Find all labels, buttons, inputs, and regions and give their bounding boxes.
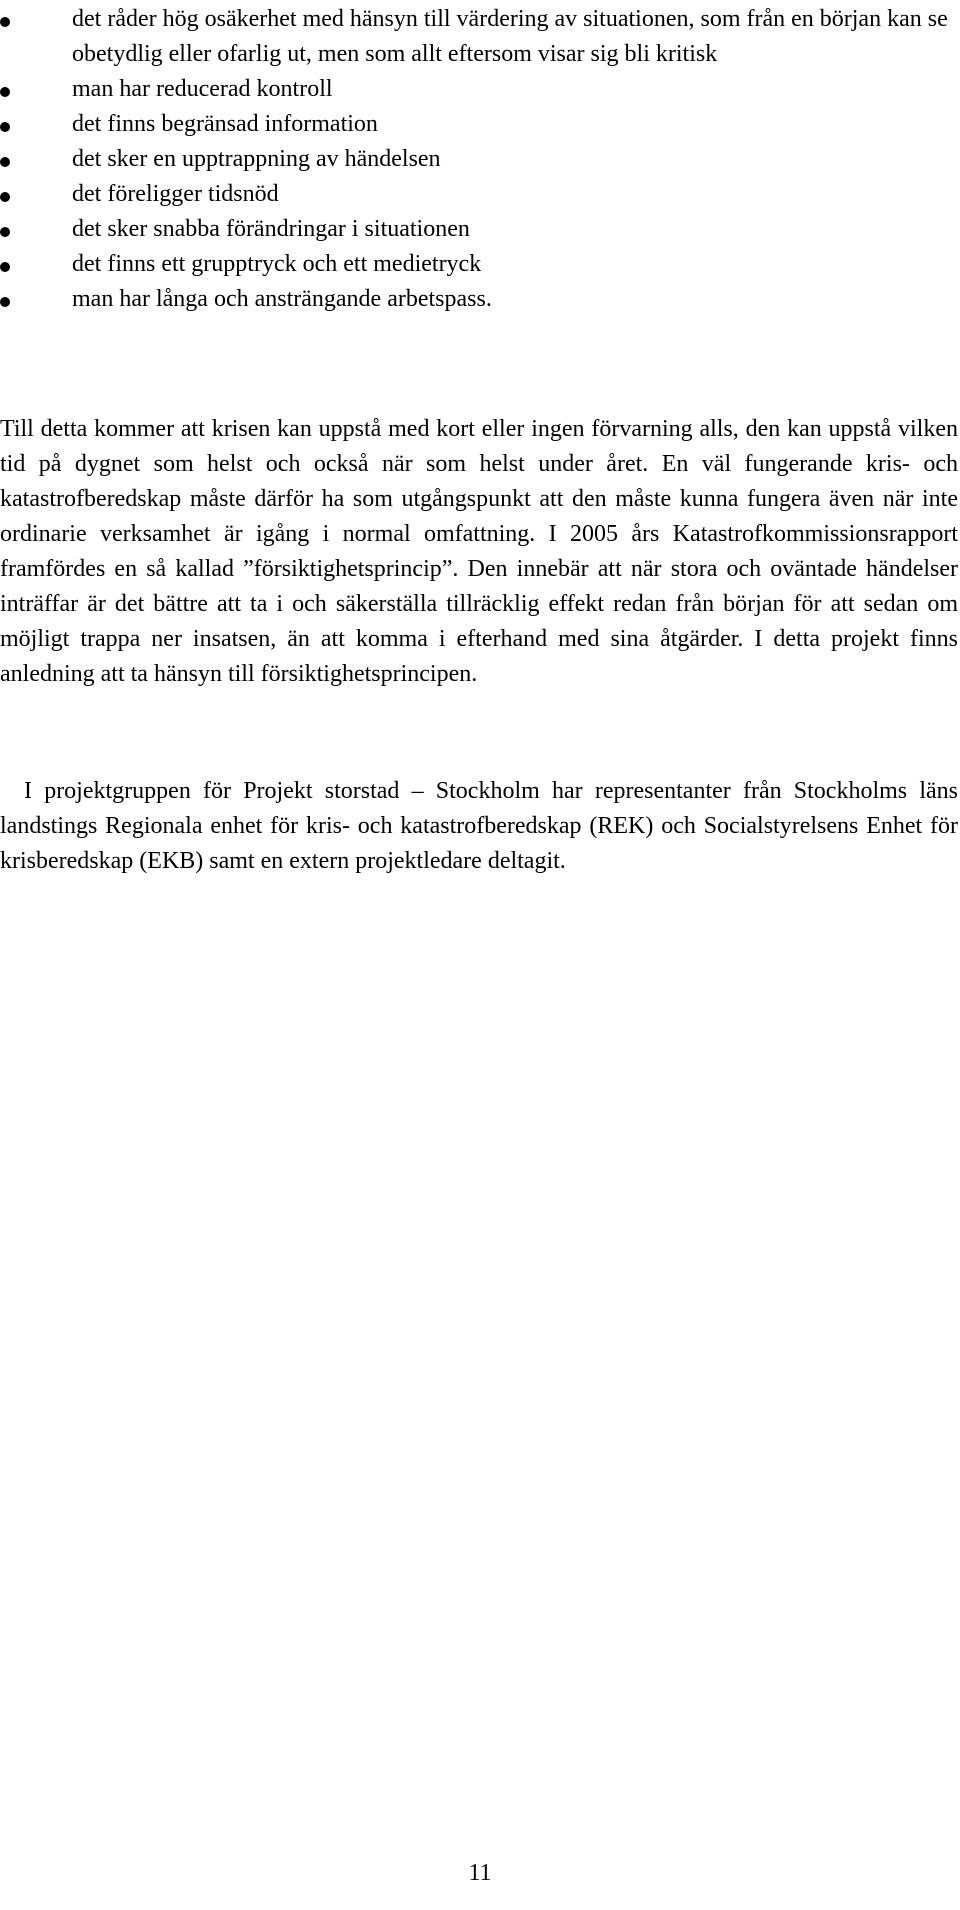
- list-item-text: det finns begränsad information: [72, 111, 378, 137]
- list-item-text: det föreligger tidsnöd: [72, 181, 279, 207]
- body-paragraph: Till detta kommer att krisen kan uppstå med kort eller ingen förvarning alls, den kan uppstå vilken tid på dygnet som helst och också när som helst under året. En väl fungerande kris- och katastrofberedskap måste därför ha som utgångspunkt att den måste kunna fungera även när inte ordinarie verksamhet är igång i normal omfattning. I 2005 års Katastrofkommissionsrapport framfördes en så kallad ”försiktighetsprincip”. Den innebär att när stora och oväntade händelser inträffar är det bättre att ta i och säkerställa tillräcklig effekt redan från början för att sedan om möjligt trappa ner insatsen, än att komma i efterhand med sina åtgärder. I detta projekt finns anledning att ta hänsyn till försiktighetsprincipen.: [0, 416, 958, 687]
- list-item-text: det finns ett grupptryck och ett medietryck: [72, 251, 482, 277]
- list-item: [0, 72, 960, 107]
- bullet-icon: [0, 87, 10, 97]
- list-item: [0, 2, 960, 72]
- bullet-icon: [0, 262, 10, 272]
- body-paragraph: I projektgruppen för Projekt storstad – Stockholm har representanter från Stockholms läns landstings Regionala enhet för kris- och katastrofberedskap (REK) och Socialstyrelsens Enhet för krisberedskap (EKB) samt en extern projektledare deltagit.: [0, 778, 958, 874]
- bullet-icon: [0, 17, 10, 27]
- bullet-icon: [0, 122, 10, 132]
- bullet-icon: [0, 192, 10, 202]
- list-item-text: man har långa och ansträngande arbetspass.: [72, 286, 492, 312]
- bullet-icon: [0, 297, 10, 307]
- page-number: 11: [468, 1860, 492, 1886]
- list-item: [0, 107, 960, 142]
- list-item: [0, 282, 960, 317]
- list-item-text: det råder hög osäkerhet med hänsyn till värdering av situationen, som från en början kan se obetydlig eller ofarlig ut, men som allt eftersom visar sig bli kritisk: [72, 6, 948, 67]
- bullet-icon: [0, 227, 10, 237]
- list-item: [0, 142, 960, 177]
- bullet-list: [0, 2, 960, 317]
- list-item: [0, 177, 960, 212]
- list-item-text: det sker en upptrappning av händelsen: [72, 146, 441, 172]
- bullet-icon: [0, 157, 10, 167]
- list-item-text: man har reducerad kontroll: [72, 76, 333, 102]
- list-item-text: det sker snabba förändringar i situationen: [72, 216, 470, 242]
- list-item: [0, 247, 960, 282]
- list-item: [0, 212, 960, 247]
